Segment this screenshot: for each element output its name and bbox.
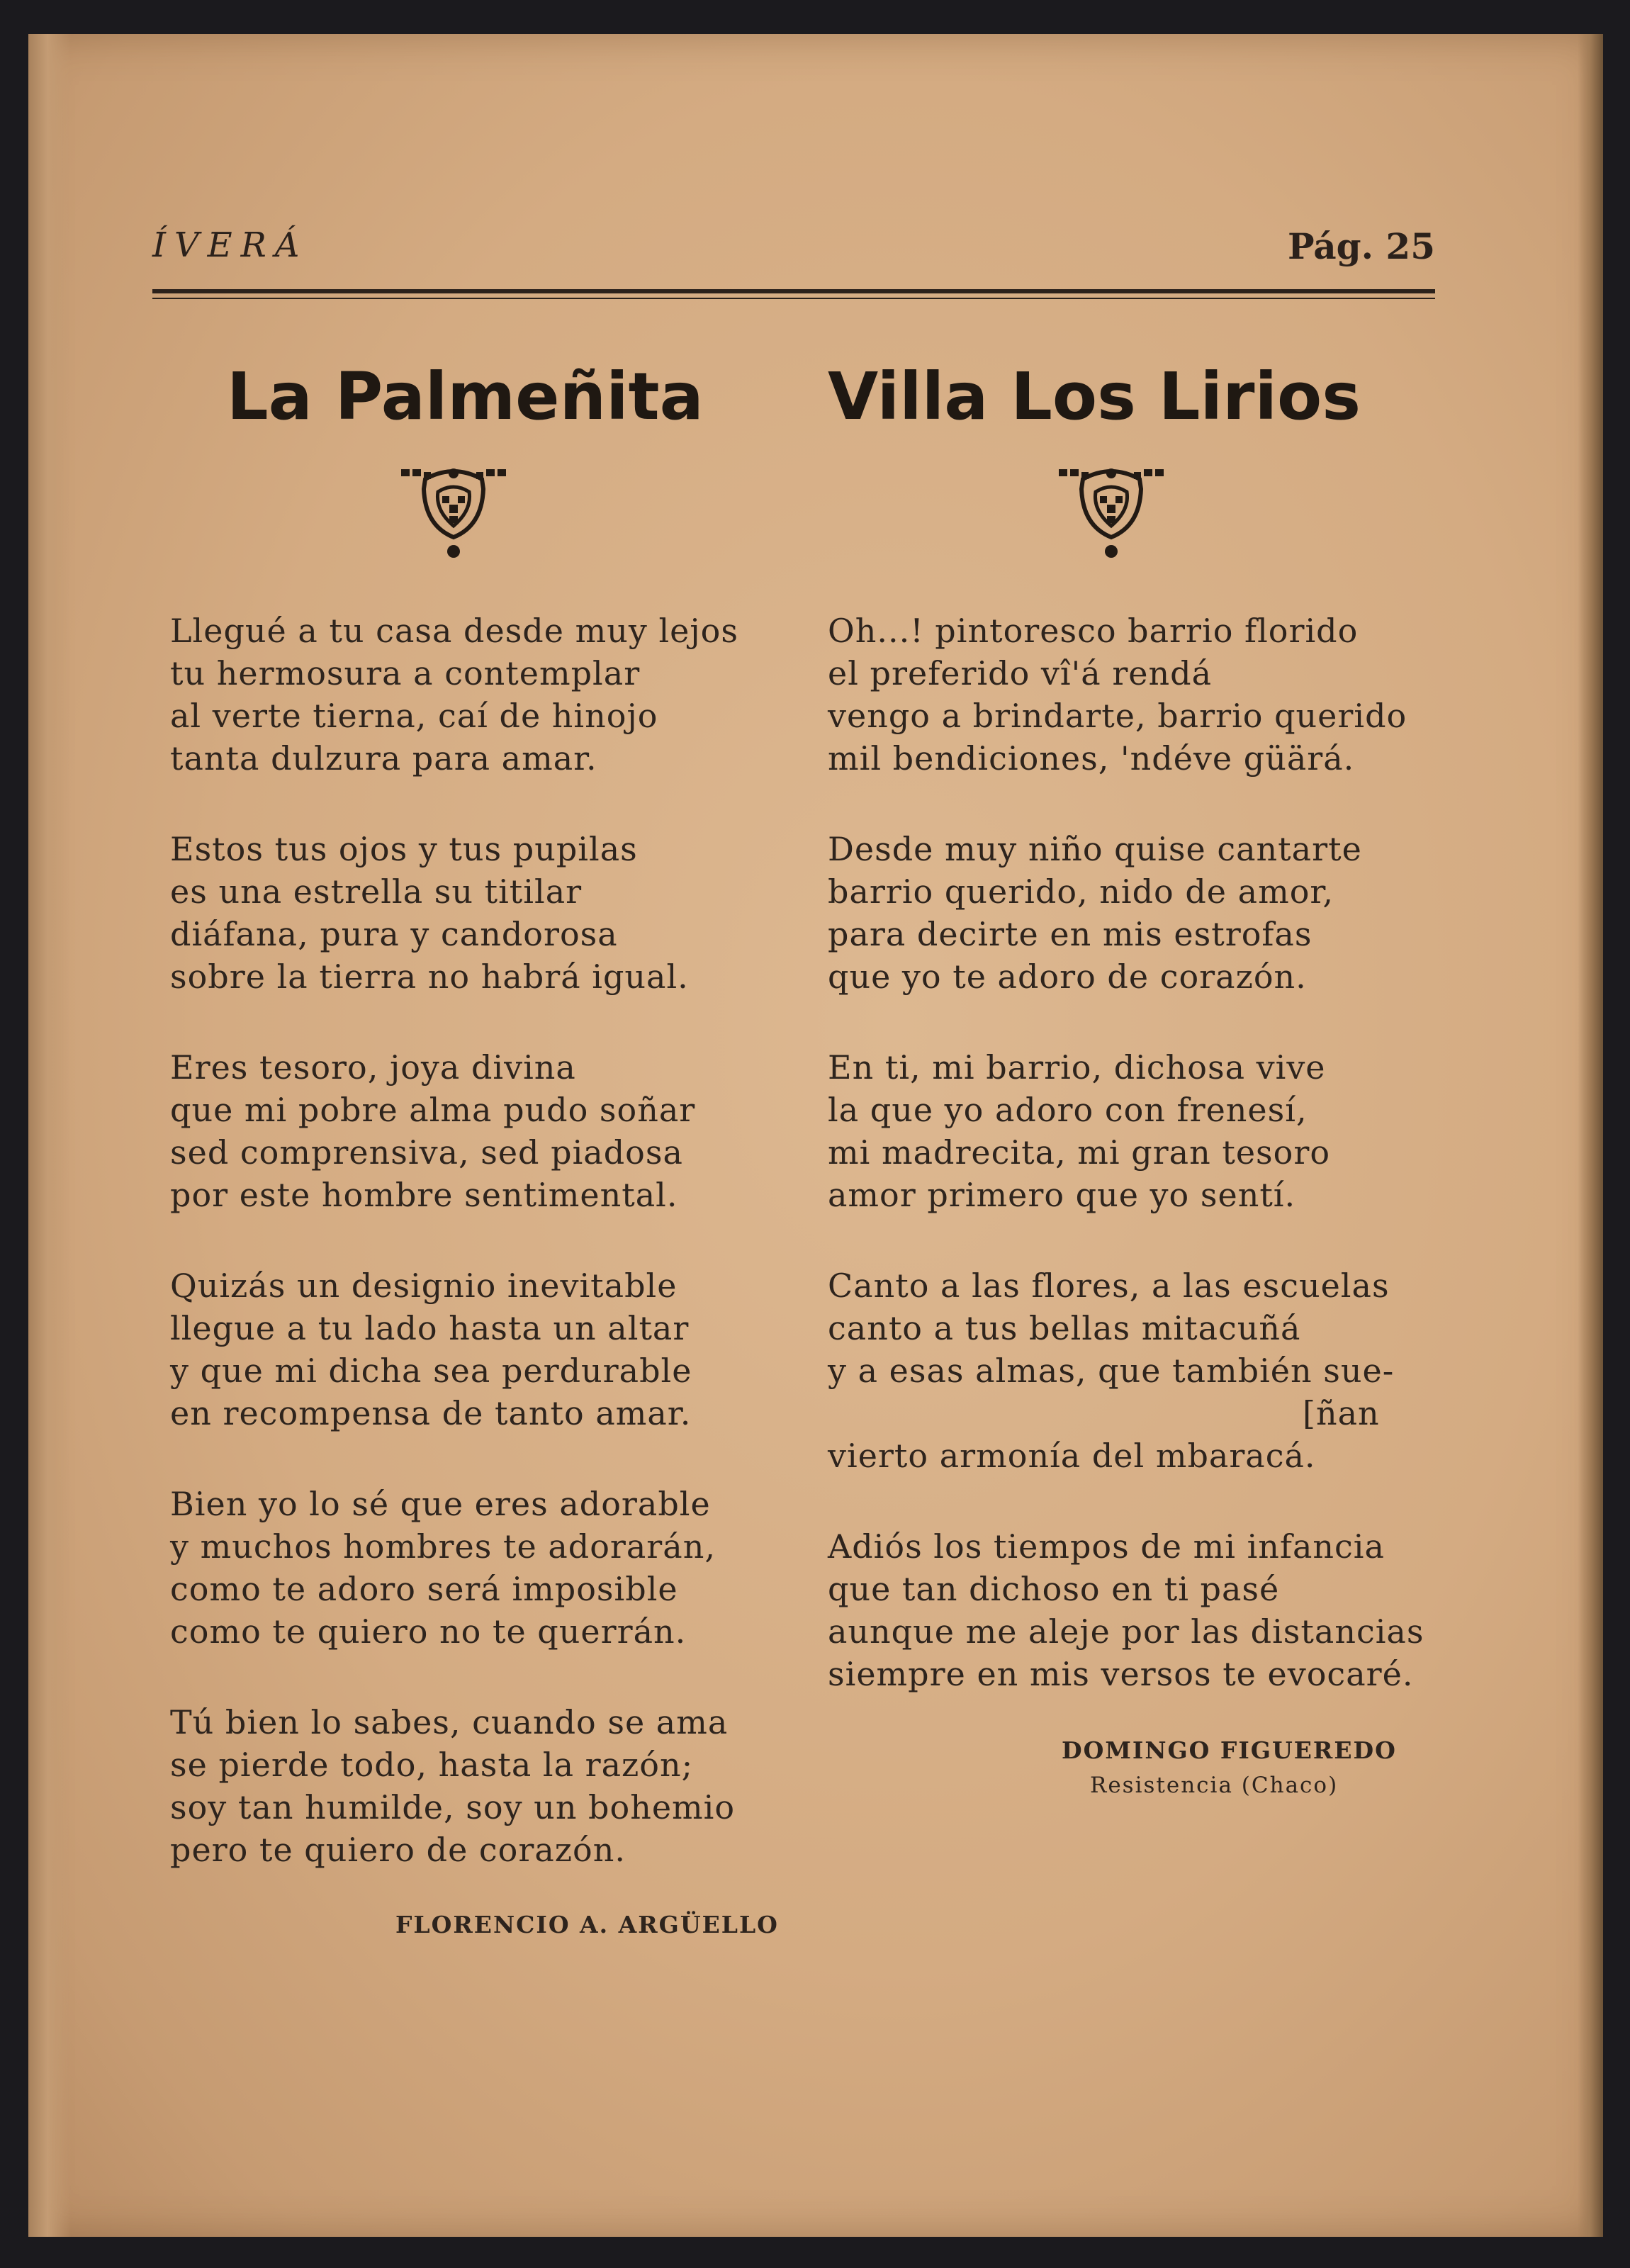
stanza bbox=[170, 828, 794, 998]
poem-column-left bbox=[170, 354, 794, 1938]
verse-line: Canto a las flores, a las escuelas bbox=[828, 1267, 1390, 1305]
verse-line: en recompensa de tanto amar. bbox=[170, 1394, 692, 1432]
verse-line: Eres tesoro, joya divina bbox=[170, 1048, 576, 1087]
stanza bbox=[828, 1264, 1444, 1477]
verse-line: Oh...! pintoresco barrio florido bbox=[828, 612, 1359, 650]
verse-line: soy tan humilde, soy un bohemio bbox=[170, 1788, 736, 1826]
author-signature: DOMINGO FIGUEREDO bbox=[1062, 1736, 1397, 1764]
verse-line: que tan dichoso en ti pasé bbox=[828, 1570, 1280, 1608]
verse-line: Quizás un designio inevitable bbox=[170, 1267, 678, 1305]
stanza bbox=[170, 610, 794, 780]
verse-line: y a esas almas, que también sue- bbox=[828, 1352, 1395, 1390]
verse-line: amor primero que yo sentí. bbox=[828, 1176, 1296, 1214]
verse-line: es una estrella su titilar bbox=[170, 872, 583, 911]
stanza bbox=[170, 1701, 794, 1871]
verse-line-continuation: [ñan bbox=[1303, 1394, 1380, 1432]
verse-line: llegue a tu lado hasta un altar bbox=[170, 1309, 690, 1347]
verse-line: Estos tus ojos y tus pupilas bbox=[170, 830, 638, 868]
verse-line: mil bendiciones, 'ndéve güärá. bbox=[828, 739, 1355, 777]
verse-line: al verte tierna, caí de hinojo bbox=[170, 697, 658, 735]
verse-line: por este hombre sentimental. bbox=[170, 1176, 678, 1214]
page-number: Pág. 25 bbox=[1287, 225, 1435, 267]
poem-title: Villa Los Lirios bbox=[828, 359, 1361, 434]
header-rule-thick bbox=[152, 289, 1435, 293]
verse-line: siempre en mis versos te evocaré. bbox=[828, 1655, 1414, 1693]
verse-line: como te quiero no te querrán. bbox=[170, 1612, 687, 1651]
verse-line: mi madrecita, mi gran tesoro bbox=[828, 1133, 1331, 1172]
author-block bbox=[1062, 1736, 1444, 1798]
stanza bbox=[170, 1046, 794, 1216]
verse-line: la que yo adoro con frenesí, bbox=[828, 1091, 1308, 1129]
verse-line: para decirte en mis estrofas bbox=[828, 915, 1313, 953]
stanza bbox=[828, 610, 1444, 780]
header-rule-thin bbox=[152, 298, 1435, 299]
stanza bbox=[828, 828, 1444, 998]
verse-line: Adiós los tiempos de mi infancia bbox=[828, 1527, 1385, 1566]
verse-line: que yo te adoro de corazón. bbox=[828, 958, 1307, 996]
verse-line: Llegué a tu casa desde muy lejos bbox=[170, 612, 738, 650]
flower-ornament-icon bbox=[397, 461, 510, 567]
page-binding-shadow bbox=[28, 34, 71, 2237]
author-location: Resistencia (Chaco) bbox=[1090, 1773, 1339, 1798]
poem-column-right bbox=[828, 354, 1444, 1798]
verse-line: En ti, mi barrio, dichosa vive bbox=[828, 1048, 1326, 1087]
verse-line: vengo a brindarte, barrio querido bbox=[828, 697, 1407, 735]
verse-line: diáfana, pura y candorosa bbox=[170, 915, 618, 953]
stanza bbox=[170, 1264, 794, 1435]
verse-line: Bien yo lo sé que eres adorable bbox=[170, 1485, 711, 1523]
author-signature: FLORENCIO A. ARGÜELLO bbox=[395, 1911, 779, 1938]
verse-line: Tú bien lo sabes, cuando se ama bbox=[170, 1703, 729, 1741]
verse-line: Desde muy niño quise cantarte bbox=[828, 830, 1362, 868]
verse-line: barrio querido, nido de amor, bbox=[828, 872, 1334, 911]
verse-line: tanta dulzura para amar. bbox=[170, 739, 597, 777]
verse-line: sobre la tierra no habrá igual. bbox=[170, 958, 689, 996]
verse-line: que mi pobre alma pudo soñar bbox=[170, 1091, 696, 1129]
verse-line: se pierde todo, hasta la razón; bbox=[170, 1746, 694, 1784]
verse-line: y que mi dicha sea perdurable bbox=[170, 1352, 692, 1390]
verse-line: aunque me aleje por las distancias bbox=[828, 1612, 1424, 1651]
verse-line: canto a tus bellas mitacuñá bbox=[828, 1309, 1301, 1347]
verse-line: sed comprensiva, sed piadosa bbox=[170, 1133, 683, 1172]
verse-line: tu hermosura a contemplar bbox=[170, 654, 641, 692]
verse-line: el preferido vî'á rendá bbox=[828, 654, 1213, 692]
page-fore-edge bbox=[1578, 34, 1603, 2237]
stanza bbox=[828, 1525, 1444, 1695]
verse-line: y muchos hombres te adorarán, bbox=[170, 1527, 716, 1566]
magazine-name: ÍVERÁ bbox=[152, 225, 308, 265]
verse-line: como te adoro será imposible bbox=[170, 1570, 678, 1608]
stanza bbox=[828, 1046, 1444, 1216]
verse-line: pero te quiero de corazón. bbox=[170, 1831, 626, 1869]
stanza bbox=[170, 1483, 794, 1653]
poem-title: La Palmeñita bbox=[227, 359, 704, 434]
flower-ornament-icon bbox=[1055, 461, 1168, 567]
page-header bbox=[152, 225, 1435, 268]
verse-line: vierto armonía del mbaracá. bbox=[828, 1437, 1316, 1475]
